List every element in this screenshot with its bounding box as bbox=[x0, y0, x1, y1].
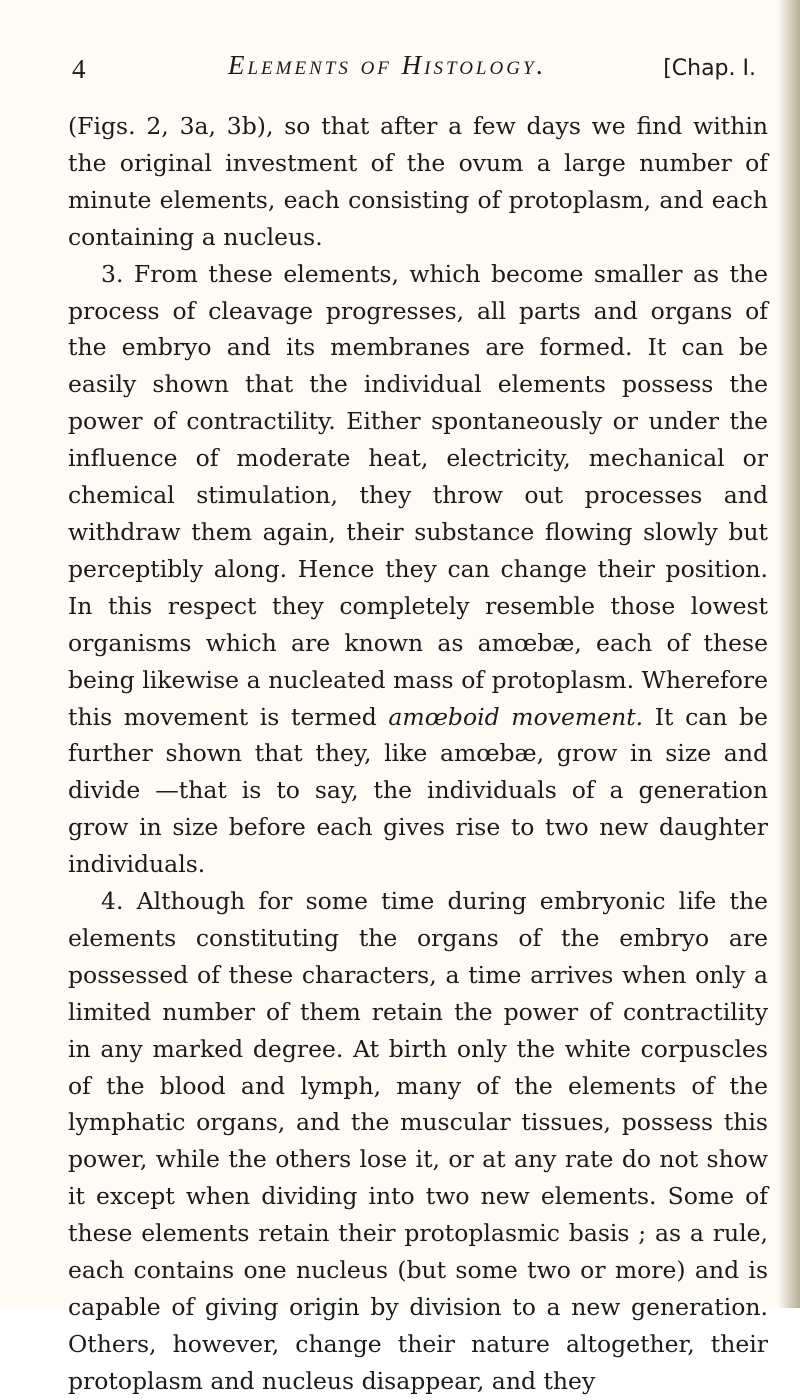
running-head bbox=[58, 50, 768, 90]
paragraph-continued bbox=[68, 108, 768, 256]
book-title: Elements of Histology. bbox=[228, 50, 547, 80]
emphasized-term: amœboid movement. bbox=[388, 702, 644, 731]
paragraph-4 bbox=[68, 883, 768, 1400]
body-text bbox=[68, 108, 768, 1400]
paragraph-text: 4. Although for some time during embryonic life the elements constituting the organs of the embryo are possessed of these characters, a time arrives when only a limited number of them retain the power of contractility in any marked degree. At birth only the white corpuscles of the blood and lymph, many of the elements of the lymphatic organs, and the muscular tissues, possess this power, while the others lose it, or at any rate do not show it except when dividing into two new elements. Some of these elements retain their protoplasmic basis ; as a rule, each contains one nucleus (but some two or more) and is capable of giving origin by division to a new generation. Others, however, change their nature altogether, their protoplasm and nucleus disappear, and they bbox=[68, 887, 768, 1395]
paragraph-text: 3. From these elements, which become smaller as the process of cleavage progresses, all parts and organs of the embryo and its membranes are formed. It can be easily shown that the individual elements possess the power of contractility. Either spontaneously or under the influence of moderate heat, electricity, mechanical or chemical stimulation, they throw out processes and withdraw them again, their substance flowing slowly but perceptibly along. Hence they can change their position. In this respect they completely resemble those lowest organisms which are known as amœbæ, each of these being likewise a nucleated mass of protoplasm. Wherefore this movement is termed bbox=[68, 259, 768, 731]
paragraph-3 bbox=[68, 256, 768, 883]
paragraph-text: (Figs. 2, 3a, 3b), so that after a few days we find within the original investment of the ovum a large number of minute elements, each consisting of protoplasm, and each containing a nucleus. bbox=[68, 112, 768, 251]
page-edge-shadow bbox=[778, 0, 800, 1308]
page-number: 4 bbox=[72, 54, 86, 84]
paragraph-text: It can be further shown that they, like amœbæ, grow in size and divide —that is to say, the individuals of a generation grow in size before each gives rise to two new daughter individuals. bbox=[68, 702, 768, 879]
chapter-reference: [Chap. I. bbox=[663, 56, 756, 81]
